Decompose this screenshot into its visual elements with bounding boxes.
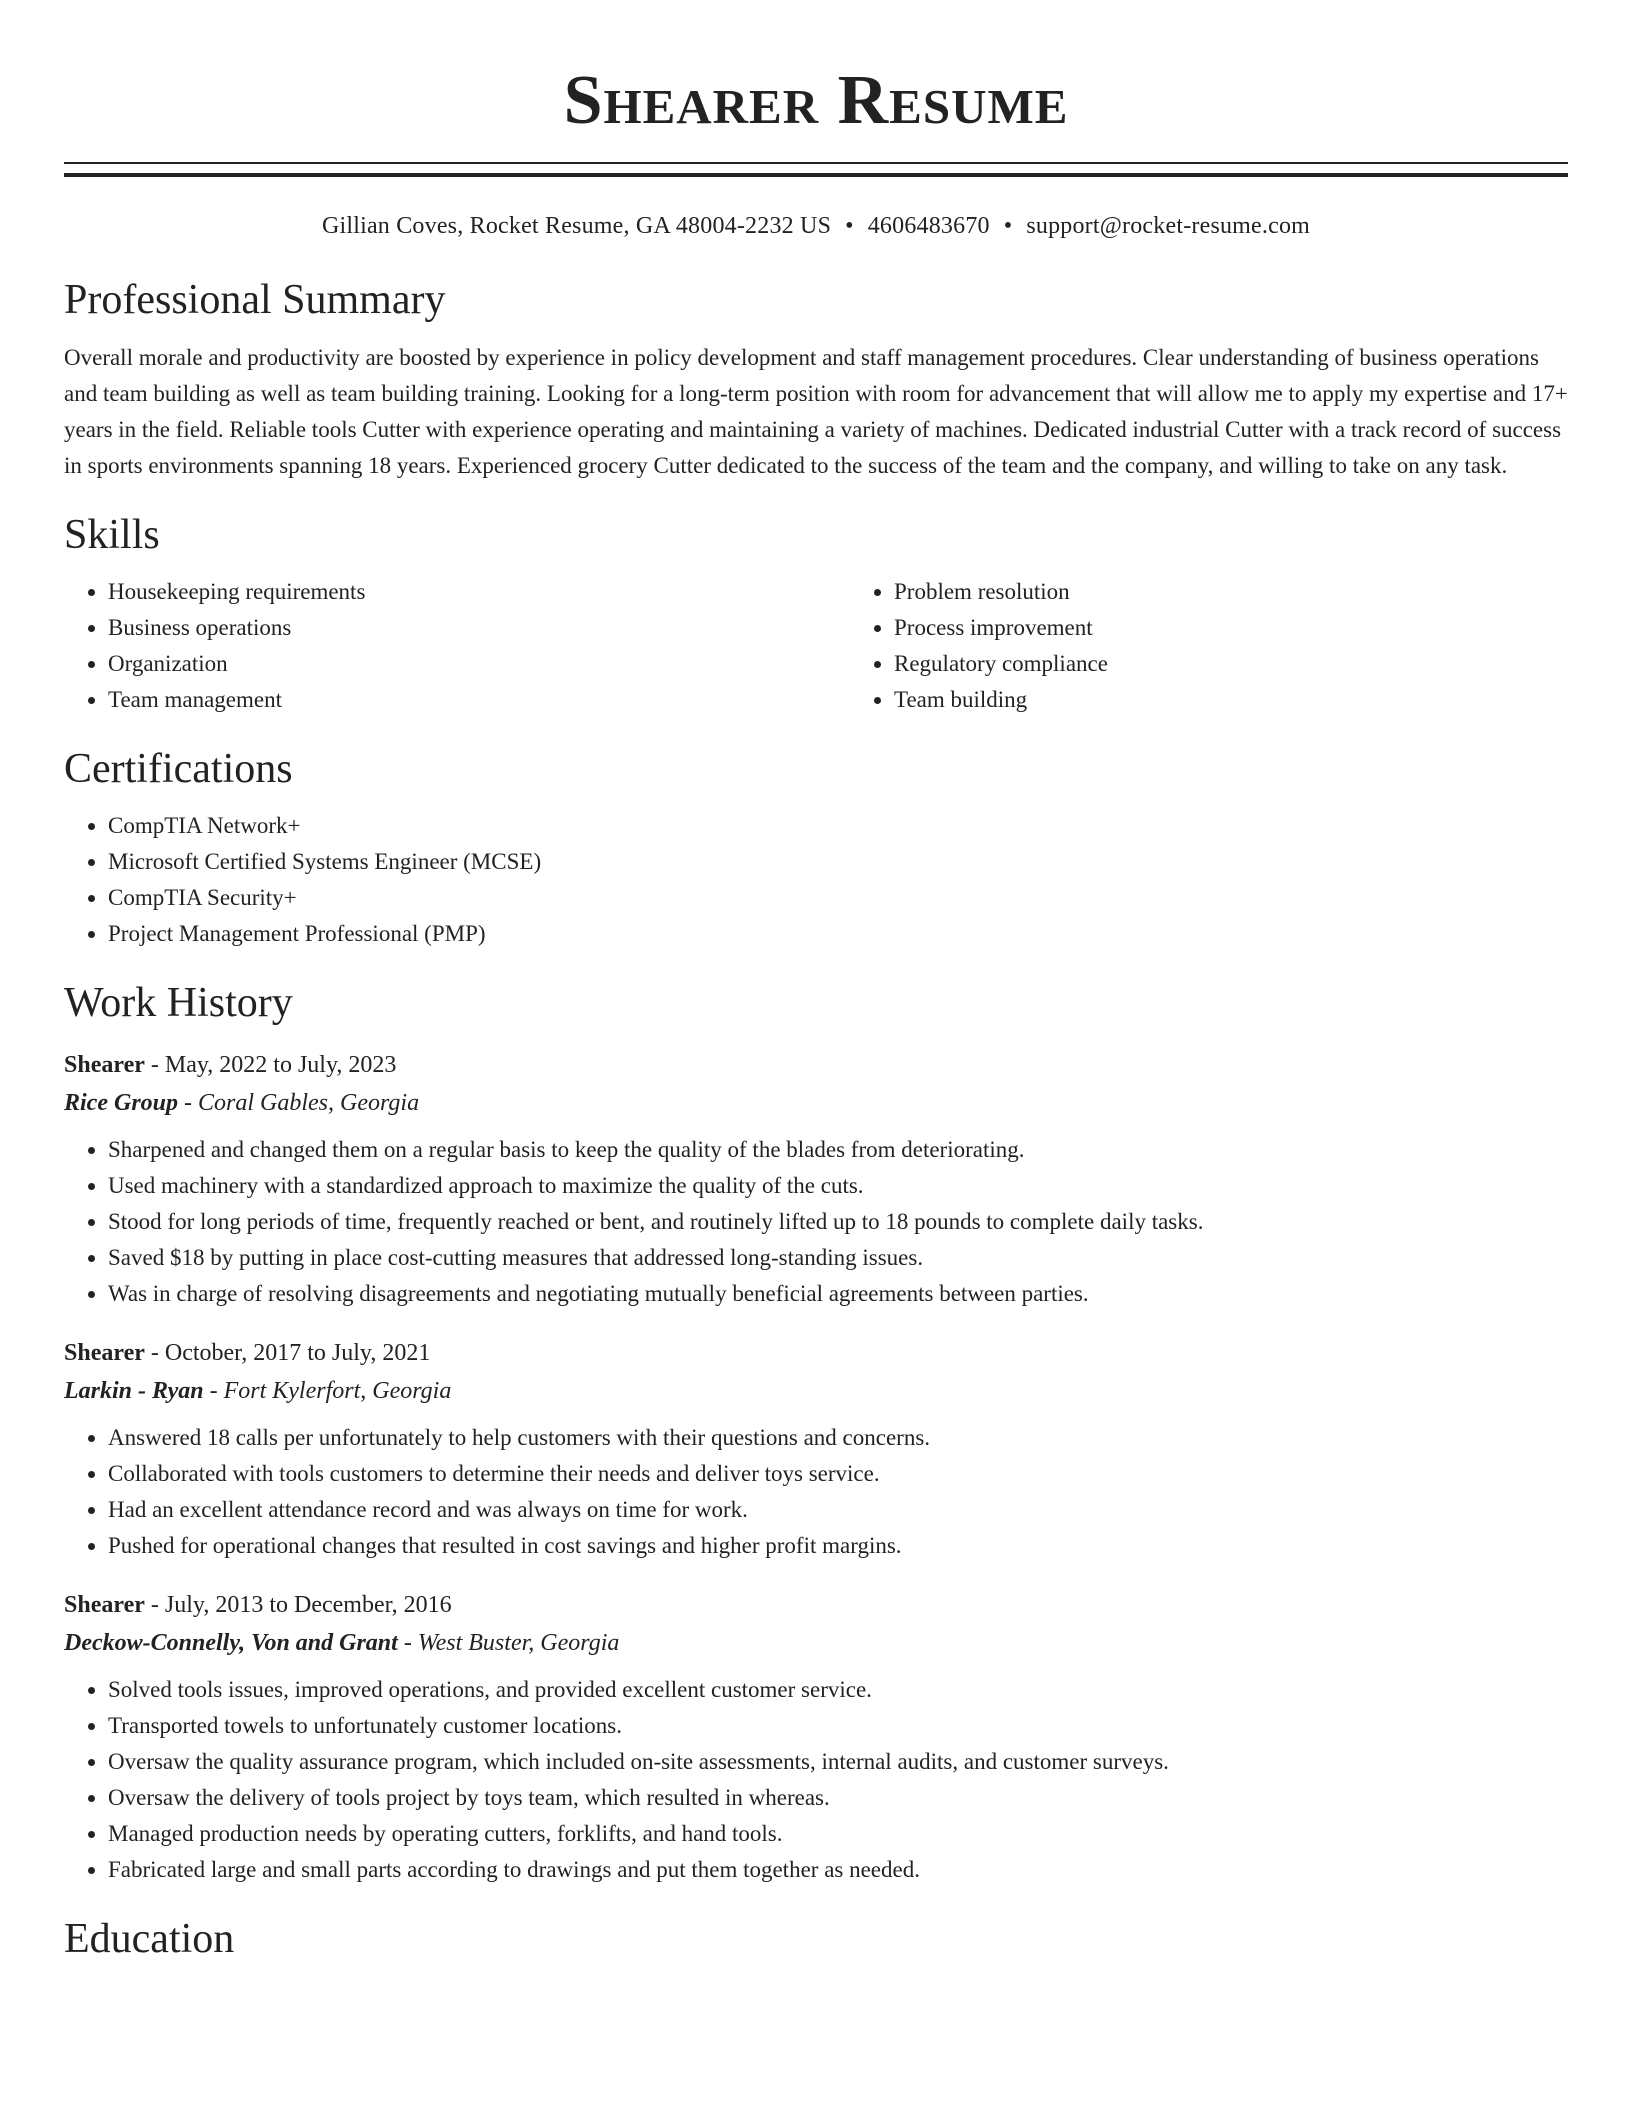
job-entry [64,1334,1568,1564]
job-title-line [64,1334,1568,1372]
contact-separator: • [1003,213,1013,239]
job-title-line [64,1586,1568,1624]
job-role: Shearer [64,1592,145,1618]
summary-heading: Professional Summary [64,277,446,323]
skill-item: • Process improvement [894,610,1632,646]
job-bullet: • Oversaw the delivery of tools project by toys team, which resulted in whereas. [108,1780,1568,1816]
job-bullet: • Collaborated with tools customers to determine their needs and deliver toys service. [108,1456,1568,1492]
certifications-list [64,808,1568,952]
job-location: - Fort Kylerfort, Georgia [203,1378,452,1404]
skill-item: • Team management [108,682,850,718]
job-dates: - July, 2013 to December, 2016 [144,1592,452,1618]
certification-item: • Microsoft Certified Systems Engineer (MCSE) [108,844,1568,880]
certifications-heading: Certifications [64,746,293,792]
skills-columns [64,574,1568,718]
job-dates: - May, 2022 to July, 2023 [144,1052,397,1078]
job-entry [64,1046,1568,1312]
skill-item: • Business operations [108,610,850,646]
contact-separator: • [845,213,854,239]
contact-phone: 4606483670 [867,213,990,239]
job-bullets [64,1420,1568,1564]
job-bullet: • Was in charge of resolving disagreements and negotiating mutually beneficial agreements between parties. [108,1276,1568,1312]
skill-item: • Problem resolution [894,574,1632,610]
certification-item: • CompTIA Network+ [108,808,1568,844]
skill-item: • Housekeeping requirements [108,574,850,610]
job-dates: - October, 2017 to July, 2021 [144,1340,431,1366]
skill-item: • Team building [894,682,1632,718]
title-divider [64,162,1568,177]
contact-address: Gillian Coves, Rocket Resume, GA 48004-2232 US [321,213,832,239]
skills-list-left [64,574,850,718]
work-history-heading: Work History [64,980,293,1026]
job-bullet: • Used machinery with a standardized approach to maximize the quality of the cuts. [108,1168,1568,1204]
job-bullet: • Fabricated large and small parts according to drawings and put them together as needed. [108,1852,1568,1888]
job-title-line [64,1046,1568,1084]
job-bullets [64,1672,1568,1888]
job-bullet: • Transported towels to unfortunately customer locations. [108,1708,1568,1744]
summary-text: Overall morale and productivity are boosted by experience in policy development and staff management procedures. Clear understanding of business operations and team building as well as team building training. Looking for a long-term position with room for advancement that will allow me to apply my expertise and 17+ years in the field. Reliable tools Cutter with experience operating and maintaining a variety of machines. Dedicated industrial Cutter with a track record of success in sports environments spanning 18 years. Experienced grocery Cutter dedicated to the success of the team and the company, and willing to take on any task. [64,345,1568,478]
contact-email: support@rocket-resume.com [1026,213,1311,239]
job-company: Larkin - Ryan [64,1378,204,1404]
job-role: Shearer [64,1340,145,1366]
job-company-line [64,1084,1568,1122]
job-entry [64,1586,1568,1888]
skill-item: • Organization [108,646,850,682]
job-bullet: • Had an excellent attendance record and was always on time for work. [108,1492,1568,1528]
skills-heading: Skills [64,512,160,558]
job-bullet: • Managed production needs by operating cutters, forklifts, and hand tools. [108,1816,1568,1852]
job-bullet: • Answered 18 calls per unfortunately to help customers with their questions and concerns. [108,1420,1568,1456]
certification-item: • CompTIA Security+ [108,880,1568,916]
job-bullet: • Saved $18 by putting in place cost-cutting measures that addressed long-standing issues. [108,1240,1568,1276]
skill-item: • Regulatory compliance [894,646,1632,682]
job-location: - Coral Gables, Georgia [178,1090,420,1116]
job-company: Deckow-Connelly, Von and Grant [64,1630,398,1656]
job-company-line [64,1624,1568,1662]
skills-list-right [850,574,1632,718]
job-location: - West Buster, Georgia [397,1630,620,1656]
job-bullet: • Oversaw the quality assurance program, which included on-site assessments, internal audits, and customer surveys. [108,1744,1568,1780]
job-company-line [64,1372,1568,1410]
resume-title: Shearer Resume [563,62,1069,139]
contact-line [64,211,1568,241]
job-bullet: • Stood for long periods of time, frequently reached or bent, and routinely lifted up to 18 pounds to complete daily tasks. [108,1204,1568,1240]
job-role: Shearer [64,1052,145,1078]
job-bullets [64,1132,1568,1312]
job-bullet: • Solved tools issues, improved operations, and provided excellent customer service. [108,1672,1568,1708]
job-bullet: • Pushed for operational changes that resulted in cost savings and higher profit margins. [108,1528,1568,1564]
certification-item: • Project Management Professional (PMP) [108,916,1568,952]
job-company: Rice Group [64,1090,178,1116]
education-heading: Education [64,1916,235,1962]
job-bullet: • Sharpened and changed them on a regular basis to keep the quality of the blades from deteriorating. [108,1132,1568,1168]
